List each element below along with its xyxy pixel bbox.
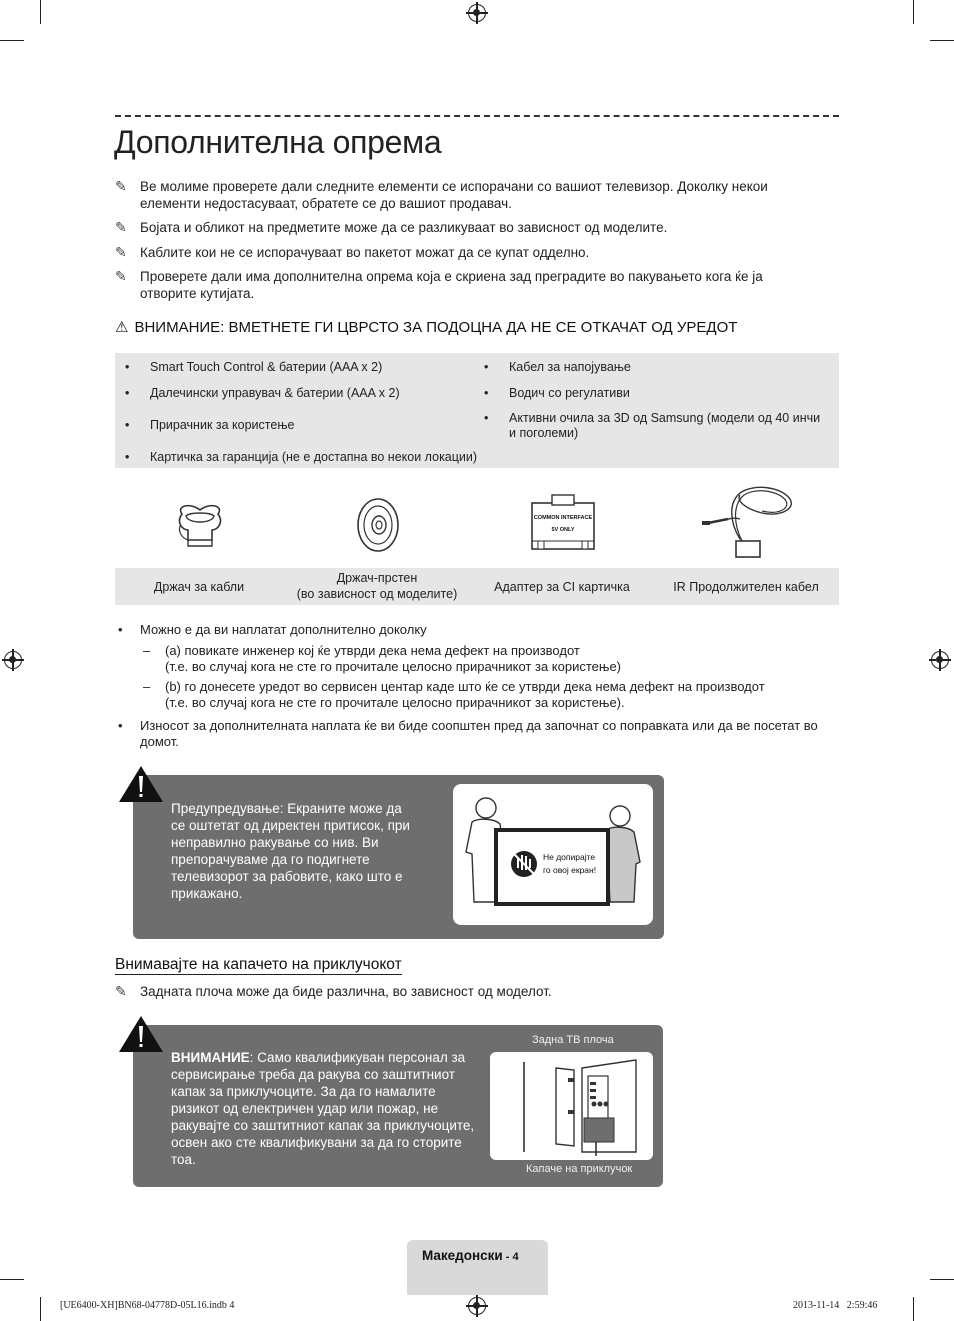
- warning-triangle-icon: ⚠: [115, 319, 129, 336]
- note-text: Задната плоча може да биде различна, во зависност од моделот.: [140, 984, 552, 999]
- bullet-icon: •: [125, 450, 130, 464]
- dash-icon: –: [143, 643, 151, 658]
- dash-icon: –: [143, 679, 151, 694]
- bullet-icon: •: [125, 386, 130, 400]
- crop-mark: [913, 0, 914, 24]
- crop-mark: [0, 40, 24, 41]
- accessory-label: [285, 570, 469, 602]
- accessory-label: Адаптер за CI картичка: [494, 580, 630, 594]
- screen-warning-text: Предупредување: Екраните може да се оштетат од директен притисок, при неправилно ракување со нив. Ви препорачуваме да го подигнете телевизорот за рабовите, како што е прикажано.: [171, 801, 410, 901]
- rear-panel-caption: Задна ТВ плоча: [532, 1034, 614, 1046]
- note-item: [115, 268, 815, 304]
- list-item: – (a) повикате инженер кој ќе утврди дека нема дефект на производот (т.е. во случај кога не сте го прочитале целосно прирачникот за користење): [143, 643, 622, 674]
- adapter-text: 5V ONLY: [551, 527, 575, 533]
- page-number: - 4: [502, 1251, 519, 1263]
- bullet-icon: •: [484, 360, 489, 374]
- accessory-label-line: (во зависност од моделите): [296, 587, 458, 601]
- language-name: Македонски: [422, 1248, 503, 1263]
- bullet-icon: •: [484, 411, 489, 425]
- accessory-label-line: Држач-прстен: [336, 571, 418, 585]
- footer-timestamp: 2013-11-14 2:59:46: [793, 1300, 878, 1311]
- crop-mark: [40, 1297, 41, 1321]
- registration-mark-icon: [468, 1297, 486, 1315]
- bullet-icon: •: [118, 718, 123, 733]
- terminal-cover-warning-text: [171, 1049, 483, 1168]
- warning-body: : Само квалификуван персонал за сервисирање треба да ракува со заштитниот капак за приклучоците. За да го намалите ризикот од електричен удар или пожар, не ракувајте со заштитниот капак за приклучоците, освен ако сте квалификувани за да го сторите тоа.: [171, 1050, 475, 1167]
- pencil-note-icon: ✎: [115, 219, 127, 235]
- warning-heading-text: ВНИМАНИЕ: ВМЕТНЕТЕ ГИ ЦВРСТО ЗА ПОДОЦНА ДА НЕ СЕ ОТКАЧАТ ОД УРЕДОТ: [134, 319, 738, 336]
- ci-card-adapter-icon: [530, 493, 596, 553]
- note-text: Проверете дали има дополнителна опрема која е скриена зад преградите во пакувањето кога ќе ја отворите кутијата.: [140, 269, 763, 301]
- people-lifting-tv-icon: [460, 792, 646, 920]
- footer-file-info: [UE6400-XH]BN68-04778D-05L16.indb 4: [60, 1300, 235, 1311]
- accessory-label: Држач за кабли: [153, 580, 245, 594]
- warning-heading: [115, 318, 737, 336]
- note-text: Бојата и обликот на предметите може да се разликуваат во зависност од моделите.: [140, 220, 668, 235]
- page-title: Дополнителна опрема: [114, 124, 442, 160]
- holder-ring-icon: [355, 497, 401, 553]
- pencil-note-icon: ✎: [115, 178, 127, 194]
- warning-triangle-icon: [118, 1015, 164, 1053]
- crop-mark: [913, 1297, 914, 1321]
- note-item: [115, 219, 815, 237]
- crop-mark: [930, 40, 954, 41]
- pencil-note-icon: ✎: [115, 268, 127, 284]
- bullet-icon: •: [484, 386, 489, 400]
- pencil-note-icon: ✎: [115, 244, 127, 260]
- sign-text: го овој екран!: [543, 865, 597, 875]
- accessory-label: IR Продолжителен кабел: [673, 580, 819, 594]
- registration-mark-icon: [468, 4, 486, 22]
- note-item: [115, 178, 815, 214]
- adapter-text: COMMON INTERFACE: [533, 515, 593, 521]
- warning-label: ВНИМАНИЕ: [171, 1050, 250, 1065]
- crop-mark: [930, 1279, 954, 1280]
- note-text: Ве молиме проверете дали следните елементи се испорачани со вашиот телевизор. Доколку некои елементи недостасуваат, обратете се до вашиот продавач.: [140, 179, 768, 211]
- list-item: • Износот за дополнителната наплата ќе ви биде соопштен пред да започнат со поправката или да ве посетат во домот.: [118, 718, 818, 749]
- section-subheading: Внимавајте на капачето на приклучокот: [115, 956, 402, 973]
- crop-mark: [40, 0, 41, 24]
- warning-triangle-icon: [118, 765, 164, 803]
- note-item: [115, 983, 815, 1001]
- registration-mark-icon: [931, 651, 949, 669]
- list-item: – (b) го донесете уредот во сервисен центар каде што ќе се утврди дека нема дефект на производот (т.е. во случај кога не сте го прочитале целосно прирачникот за користење).: [143, 679, 765, 710]
- crop-mark: [0, 1279, 24, 1280]
- registration-mark-icon: [4, 651, 22, 669]
- bullet-icon: •: [118, 622, 123, 637]
- cable-holder-icon: [172, 500, 228, 550]
- note-text: Каблите кои не се испорачуваат во пакетот можат да се купат одделно.: [140, 245, 590, 260]
- bullet-icon: •: [125, 360, 130, 374]
- note-item: [115, 244, 815, 262]
- sign-text: Не допирајте: [543, 852, 596, 862]
- terminal-cover-caption: Капаче на приклучок: [526, 1163, 633, 1175]
- language-page-label: [422, 1248, 519, 1263]
- bullet-icon: •: [125, 418, 130, 432]
- pencil-note-icon: ✎: [115, 983, 127, 999]
- ir-extender-cable-icon: [700, 483, 796, 563]
- rear-panel-icon: [496, 1056, 648, 1156]
- title-rule: [115, 115, 839, 117]
